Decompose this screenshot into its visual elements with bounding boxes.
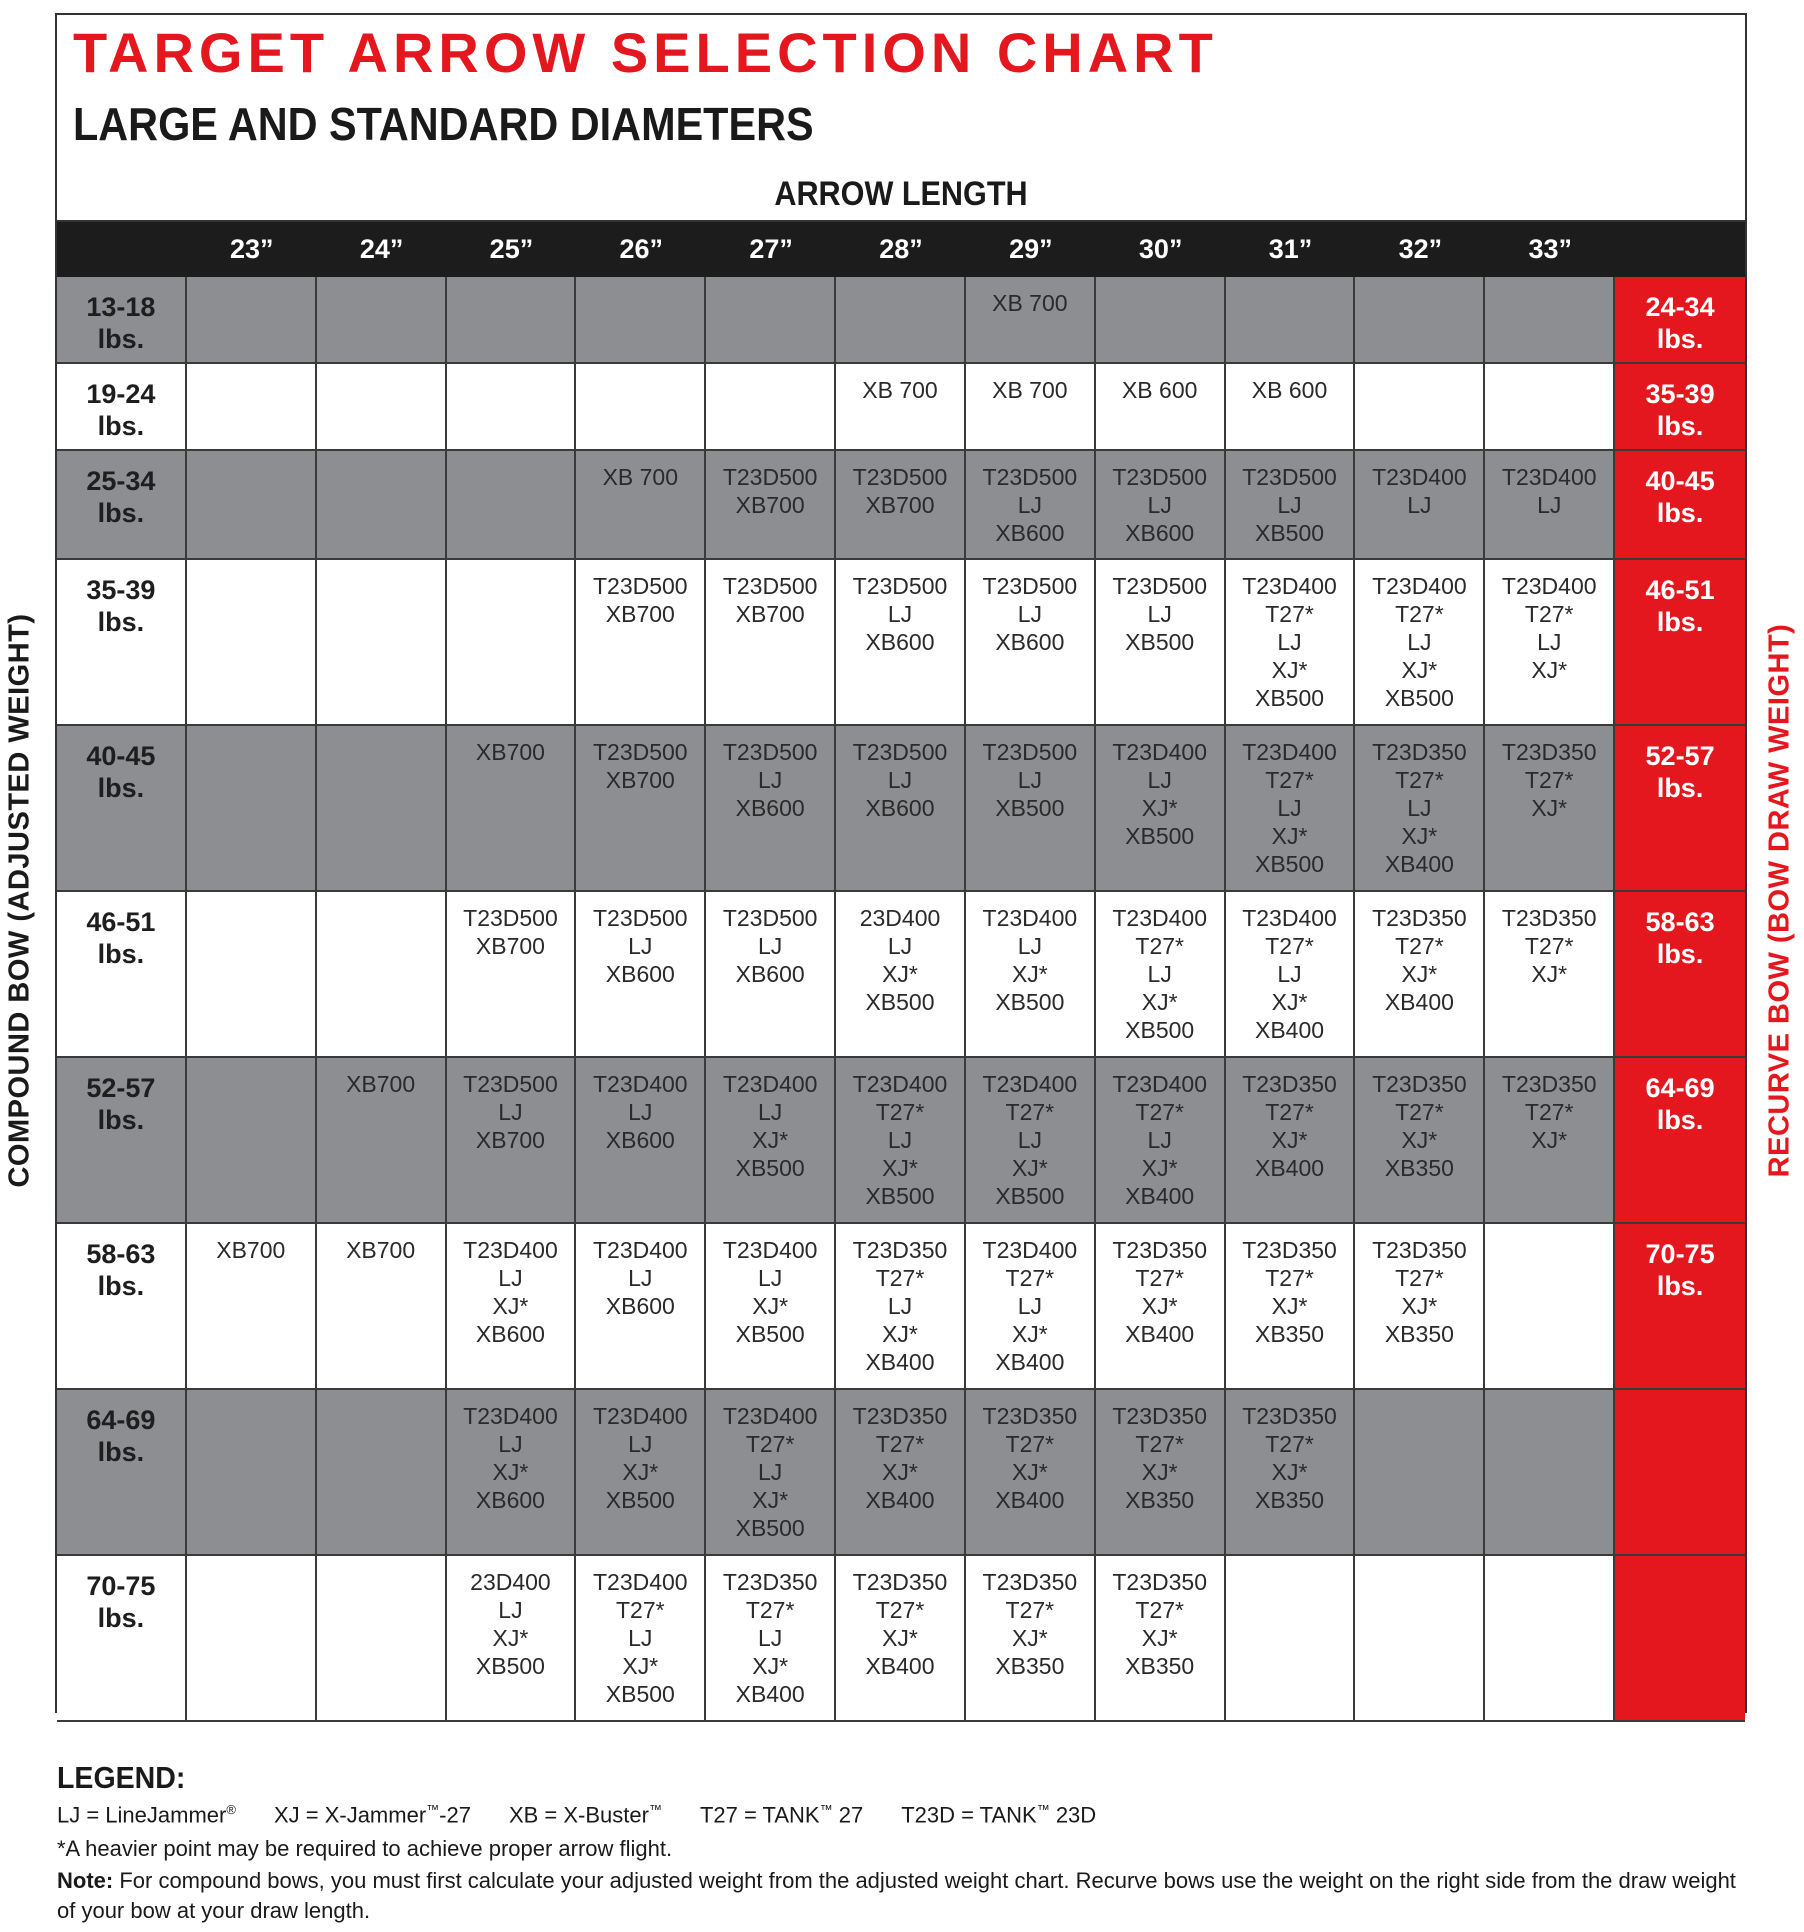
length-header-31: 31”	[1226, 222, 1356, 277]
note	[57, 1866, 1757, 1926]
arrow-spec-cell: 23D400 LJ XJ* XB500	[836, 892, 966, 1058]
chart-frame	[55, 13, 1747, 1713]
legend-heading: LEGEND:	[57, 1760, 186, 1795]
arrow-spec-cell	[187, 892, 317, 1058]
compound-weight-cell: 52-57 lbs.	[57, 1058, 187, 1224]
arrow-spec-cell: T23D350 T27* XJ*	[1485, 1058, 1615, 1224]
arrow-spec-cell	[187, 726, 317, 892]
arrow-spec-cell: T23D350 T27* XJ* XB400	[966, 1390, 1096, 1556]
arrow-spec-cell	[1355, 1390, 1485, 1556]
arrow-spec-cell: T23D350 T27* XJ* XB400	[1226, 1058, 1356, 1224]
arrow-spec-cell	[1096, 277, 1226, 364]
arrow-spec-cell	[317, 1556, 447, 1722]
legend-item-lj: LJ = LineJammer®	[57, 1802, 236, 1828]
arrow-spec-cell: T23D500 LJ XB600	[576, 892, 706, 1058]
footnote: *A heavier point may be required to achieve proper arrow flight.	[57, 1836, 673, 1862]
arrow-spec-cell	[1485, 277, 1615, 364]
note-label: Note:	[57, 1868, 114, 1894]
arrow-spec-cell	[317, 892, 447, 1058]
arrow-spec-cell	[1355, 364, 1485, 451]
arrow-spec-cell: T23D400 LJ XJ* XB500	[576, 1390, 706, 1556]
arrow-spec-cell: T23D500 LJ XB500	[1096, 560, 1226, 726]
arrow-spec-cell: 23D400 LJ XJ* XB500	[447, 1556, 577, 1722]
arrow-spec-cell	[1226, 1556, 1356, 1722]
arrow-spec-cell: T23D400 LJ XJ* XB500	[1096, 726, 1226, 892]
compound-bow-axis-label: COMPOUND BOW (ADJUSTED WEIGHT)	[3, 612, 36, 1188]
arrow-spec-cell	[187, 1058, 317, 1224]
recurve-bow-axis-label: RECURVE BOW (BOW DRAW WEIGHT)	[1763, 623, 1796, 1177]
arrow-spec-cell: T23D400 LJ XJ* XB600	[447, 1390, 577, 1556]
arrow-spec-cell: T23D500 LJ XB600	[706, 892, 836, 1058]
arrow-spec-cell	[576, 364, 706, 451]
arrow-spec-cell	[1485, 1224, 1615, 1390]
arrow-spec-cell: T23D400 T27* LJ XJ* XB500	[1355, 560, 1485, 726]
length-header-24: 24”	[317, 222, 447, 277]
arrow-spec-cell: T23D500 LJ XB600	[706, 726, 836, 892]
header-corner-left	[57, 222, 187, 277]
arrow-spec-cell: XB 700	[966, 364, 1096, 451]
arrow-spec-cell: T23D350 T27* XJ* XB400	[1096, 1224, 1226, 1390]
arrow-spec-cell: T23D350 T27* LJ XJ* XB400	[836, 1224, 966, 1390]
arrow-spec-cell: T23D500 LJ XB600	[966, 451, 1096, 560]
compound-weight-cell: 46-51 lbs.	[57, 892, 187, 1058]
compound-weight-cell: 25-34 lbs.	[57, 451, 187, 560]
arrow-spec-cell: T23D400 LJ XJ* XB500	[706, 1058, 836, 1224]
arrow-spec-cell: T23D350 T27* XJ* XB400	[836, 1556, 966, 1722]
arrow-spec-cell	[317, 1390, 447, 1556]
arrow-spec-cell	[187, 560, 317, 726]
arrow-spec-cell: T23D350 T27* LJ XJ* XB400	[706, 1556, 836, 1722]
arrow-spec-cell: T23D400 LJ	[1355, 451, 1485, 560]
arrow-spec-cell: T23D400 T27* LJ XJ* XB500	[1226, 726, 1356, 892]
length-header-28: 28”	[836, 222, 966, 277]
arrow-spec-cell: T23D500 XB700	[576, 560, 706, 726]
compound-weight-cell: 19-24 lbs.	[57, 364, 187, 451]
arrow-spec-cell: T23D500 LJ XB600	[966, 560, 1096, 726]
arrow-spec-cell	[187, 1556, 317, 1722]
legend-items	[57, 1802, 1757, 1828]
arrow-spec-cell: T23D400 LJ XJ* XB500	[706, 1224, 836, 1390]
legend-item-t23d: T23D = TANK™ 23D	[901, 1802, 1097, 1828]
arrow-spec-cell: T23D350 T27* XJ* XB350	[966, 1556, 1096, 1722]
arrow-spec-cell: T23D400 T27* LJ XJ* XB500	[836, 1058, 966, 1224]
compound-weight-cell: 70-75 lbs.	[57, 1556, 187, 1722]
compound-weight-cell: 64-69 lbs.	[57, 1390, 187, 1556]
arrow-spec-cell: T23D500 XB700	[836, 451, 966, 560]
arrow-spec-cell: XB 600	[1096, 364, 1226, 451]
arrow-spec-cell	[1355, 277, 1485, 364]
legend	[57, 1760, 1757, 1926]
arrow-spec-cell: T23D400 T27* LJ XJ* XB500	[966, 1058, 1096, 1224]
arrow-spec-cell	[187, 451, 317, 560]
recurve-weight-cell: 70-75 lbs.	[1615, 1224, 1745, 1390]
arrow-spec-cell	[447, 277, 577, 364]
recurve-weight-cell: 24-34 lbs.	[1615, 277, 1745, 364]
arrow-spec-cell: T23D500 XB700	[706, 451, 836, 560]
arrow-spec-cell: T23D500 XB700	[447, 892, 577, 1058]
arrow-spec-cell: T23D350 T27* XJ* XB400	[836, 1390, 966, 1556]
length-header-26: 26”	[576, 222, 706, 277]
arrow-spec-cell	[706, 277, 836, 364]
arrow-spec-cell: XB700	[317, 1224, 447, 1390]
recurve-weight-cell: 40-45 lbs.	[1615, 451, 1745, 560]
arrow-spec-cell: T23D500 LJ XB700	[447, 1058, 577, 1224]
arrow-spec-cell: T23D400 T27* LJ XJ* XB500	[1226, 560, 1356, 726]
length-header-27: 27”	[706, 222, 836, 277]
arrow-spec-cell: T23D500 LJ XB500	[966, 726, 1096, 892]
arrow-spec-cell: T23D350 T27* XJ* XB350	[1226, 1390, 1356, 1556]
arrow-spec-cell: T23D500 LJ XB600	[836, 726, 966, 892]
arrow-spec-cell	[447, 451, 577, 560]
arrow-spec-cell	[1485, 364, 1615, 451]
length-header-32: 32”	[1355, 222, 1485, 277]
recurve-weight-cell: 58-63 lbs.	[1615, 892, 1745, 1058]
arrow-spec-cell: T23D500 LJ XB600	[1096, 451, 1226, 560]
arrow-spec-cell: T23D400 LJ XB600	[576, 1224, 706, 1390]
arrow-spec-cell: XB700	[317, 1058, 447, 1224]
arrow-spec-cell	[317, 726, 447, 892]
arrow-spec-cell: T23D500 XB700	[706, 560, 836, 726]
arrow-spec-cell: T23D400 LJ XJ* XB600	[447, 1224, 577, 1390]
legend-item-xb: XB = X-Buster™	[508, 1802, 662, 1828]
arrow-spec-cell: XB700	[187, 1224, 317, 1390]
arrow-spec-cell: T23D400 T27* LJ XJ* XB500	[1096, 892, 1226, 1058]
chart-subtitle: LARGE AND STANDARD DIAMETERS	[73, 98, 814, 150]
arrow-spec-cell	[317, 560, 447, 726]
arrow-spec-cell: T23D400 T27* LJ XJ* XB500	[706, 1390, 836, 1556]
arrow-spec-cell	[447, 364, 577, 451]
note-text: For compound bows, you must first calculate your adjusted weight from the adjusted weight chart. Recurve bows use the weight on the right side from the draw weight of your bow at your draw length.	[57, 1868, 1736, 1924]
arrow-spec-cell	[317, 364, 447, 451]
length-header-23: 23”	[187, 222, 317, 277]
arrow-spec-cell: XB 600	[1226, 364, 1356, 451]
recurve-weight-cell: 52-57 lbs.	[1615, 726, 1745, 892]
arrow-spec-cell: T23D350 T27* XJ* XB350	[1096, 1556, 1226, 1722]
recurve-weight-cell: 64-69 lbs.	[1615, 1058, 1745, 1224]
chart-title: TARGET ARROW SELECTION CHART	[73, 21, 1218, 84]
arrow-spec-cell	[317, 451, 447, 560]
arrow-spec-cell	[1226, 277, 1356, 364]
arrow-spec-cell: T23D400 LJ	[1485, 451, 1615, 560]
compound-weight-cell: 35-39 lbs.	[57, 560, 187, 726]
arrow-spec-cell: T23D500 LJ XB600	[836, 560, 966, 726]
arrow-spec-cell	[836, 277, 966, 364]
arrow-spec-cell: T23D350 T27* XJ* XB350	[1096, 1390, 1226, 1556]
arrow-spec-cell	[187, 364, 317, 451]
arrow-spec-cell: T23D350 T27* XJ* XB350	[1355, 1058, 1485, 1224]
arrow-spec-cell	[706, 364, 836, 451]
arrow-spec-cell: T23D400 T27* LJ XJ* XB400	[1096, 1058, 1226, 1224]
arrow-spec-cell	[1485, 1556, 1615, 1722]
arrow-spec-cell: T23D350 T27* XJ* XB350	[1226, 1224, 1356, 1390]
arrow-spec-cell	[576, 277, 706, 364]
arrow-length-heading: ARROW LENGTH	[774, 175, 1028, 213]
recurve-weight-cell	[1615, 1390, 1745, 1556]
header-corner-right	[1615, 222, 1745, 277]
arrow-spec-cell: XB 700	[576, 451, 706, 560]
length-header-29: 29”	[966, 222, 1096, 277]
arrow-spec-cell: T23D350 T27* XJ*	[1485, 892, 1615, 1058]
compound-weight-cell: 40-45 lbs.	[57, 726, 187, 892]
legend-item-t27: T27 = TANK™ 27	[699, 1802, 864, 1828]
arrow-spec-cell	[187, 277, 317, 364]
arrow-spec-cell	[1355, 1556, 1485, 1722]
compound-weight-cell: 13-18 lbs.	[57, 277, 187, 364]
arrow-spec-cell: XB 700	[966, 277, 1096, 364]
arrow-spec-cell: XB 700	[836, 364, 966, 451]
length-header-25: 25”	[447, 222, 577, 277]
arrow-spec-cell: T23D400 T27* LJ XJ* XB500	[576, 1556, 706, 1722]
recurve-weight-cell: 35-39 lbs.	[1615, 364, 1745, 451]
arrow-spec-cell: T23D350 T27* XJ* XB400	[1355, 892, 1485, 1058]
arrow-spec-cell: T23D400 LJ XJ* XB500	[966, 892, 1096, 1058]
compound-weight-cell: 58-63 lbs.	[57, 1224, 187, 1390]
arrow-spec-cell: T23D350 T27* LJ XJ* XB400	[1355, 726, 1485, 892]
arrow-spec-cell: T23D500 LJ XB500	[1226, 451, 1356, 560]
arrow-spec-cell: T23D500 XB700	[576, 726, 706, 892]
arrow-spec-cell: T23D400 LJ XB600	[576, 1058, 706, 1224]
arrow-spec-cell	[447, 560, 577, 726]
arrow-spec-cell: T23D400 T27* LJ XJ* XB400	[966, 1224, 1096, 1390]
arrow-spec-cell: T23D350 T27* XJ*	[1485, 726, 1615, 892]
arrow-spec-cell: T23D400 T27* LJ XJ*	[1485, 560, 1615, 726]
legend-item-xj: XJ = X-Jammer™-27	[273, 1802, 471, 1828]
arrow-spec-cell: T23D350 T27* XJ* XB350	[1355, 1224, 1485, 1390]
recurve-weight-cell	[1615, 1556, 1745, 1722]
arrow-spec-cell	[187, 1390, 317, 1556]
arrow-spec-cell: XB700	[447, 726, 577, 892]
arrow-selection-table	[57, 220, 1745, 1722]
arrow-spec-cell	[1485, 1390, 1615, 1556]
length-header-30: 30”	[1096, 222, 1226, 277]
length-header-33: 33”	[1485, 222, 1615, 277]
recurve-weight-cell: 46-51 lbs.	[1615, 560, 1745, 726]
arrow-spec-cell: T23D400 T27* LJ XJ* XB400	[1226, 892, 1356, 1058]
arrow-spec-cell	[317, 277, 447, 364]
